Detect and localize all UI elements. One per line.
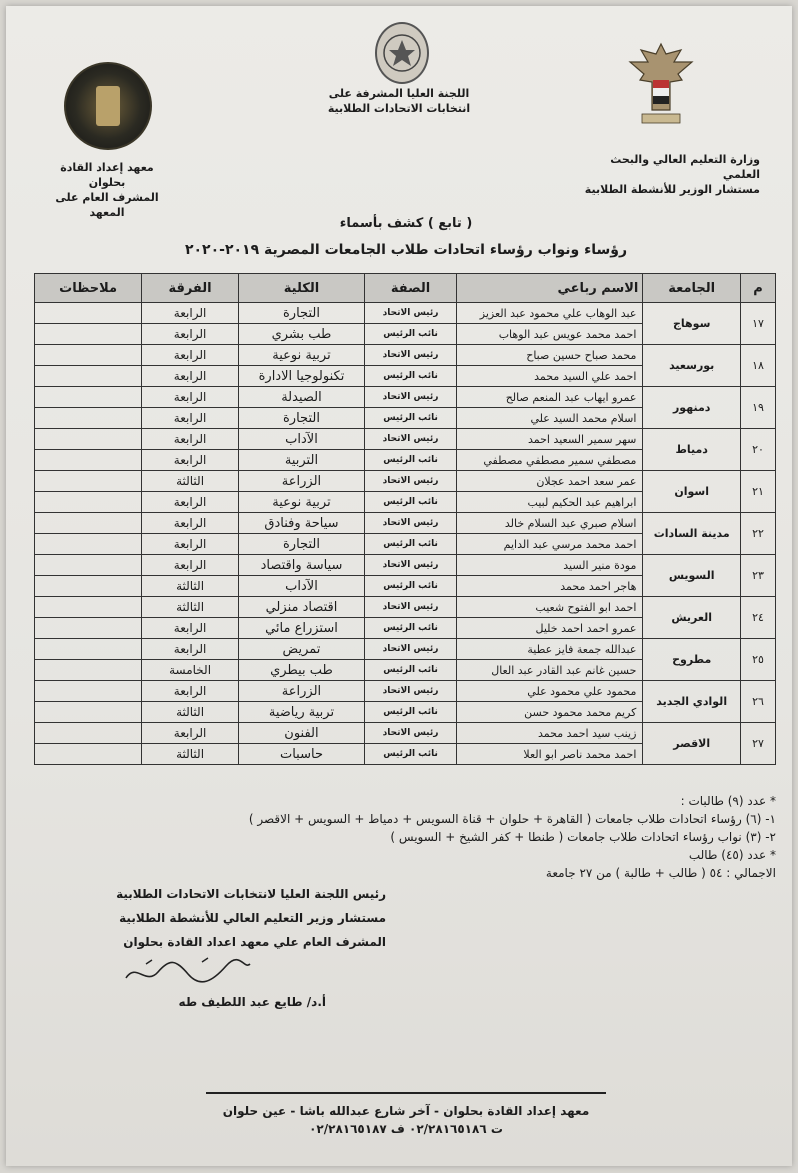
table-row: [35, 555, 776, 576]
faculty-name: اقتصاد منزلي: [238, 597, 364, 618]
student-role: نائب الرئيس: [365, 366, 457, 387]
row-number: ١٧: [741, 303, 776, 345]
ministry-header: [580, 152, 760, 197]
university-name: مطروح: [643, 639, 741, 681]
student-role: رئيس الاتحاد: [365, 429, 457, 450]
institute-line: معهد إعداد القادة بحلوان: [60, 161, 154, 189]
student-name: عبد الوهاب علي محمود عبد العزيز: [456, 303, 642, 324]
notes-cell: [35, 618, 142, 639]
notes-cell: [35, 555, 142, 576]
handwritten-signature: [116, 952, 256, 992]
col-header-role: الصفة: [365, 274, 457, 303]
faculty-name: الآداب: [238, 429, 364, 450]
student-role: نائب الرئيس: [365, 492, 457, 513]
academic-year: الرابعة: [142, 450, 239, 471]
student-name: محمد صباح حسين صباح: [456, 345, 642, 366]
notes-cell: [35, 576, 142, 597]
student-name: كريم محمد محمود حسن: [456, 702, 642, 723]
document-page: [6, 6, 792, 1166]
academic-year: الرابعة: [142, 723, 239, 744]
faculty-name: الصيدلة: [238, 387, 364, 408]
row-number: ١٨: [741, 345, 776, 387]
row-number: ٢٠: [741, 429, 776, 471]
student-role: رئيس الاتحاد: [365, 723, 457, 744]
col-header-name: الاسم رباعي: [456, 274, 642, 303]
university-name: الاقصر: [643, 723, 741, 765]
student-role: رئيس الاتحاد: [365, 681, 457, 702]
academic-year: الثالثة: [142, 471, 239, 492]
faculty-name: طب بشري: [238, 324, 364, 345]
table-row: [35, 597, 776, 618]
row-number: ٢٦: [741, 681, 776, 723]
table-row: [35, 723, 776, 744]
signature-title-2: مستشار وزير التعليم العالي للأنشطة الطلابية: [119, 911, 386, 925]
table-row: [35, 471, 776, 492]
student-role: رئيس الاتحاد: [365, 471, 457, 492]
notes-block: [206, 792, 776, 882]
academic-year: الثالثة: [142, 702, 239, 723]
row-number: ٢٥: [741, 639, 776, 681]
student-role: رئيس الاتحاد: [365, 639, 457, 660]
student-name: احمد محمد ناصر ابو العلا: [456, 744, 642, 765]
university-name: السويس: [643, 555, 741, 597]
student-role: نائب الرئيس: [365, 702, 457, 723]
notes-cell: [35, 387, 142, 408]
university-name: دمنهور: [643, 387, 741, 429]
faculty-name: حاسبات: [238, 744, 364, 765]
committee-line2: انتخابات الاتحادات الطلابية: [327, 102, 471, 115]
footer-divider: [206, 1092, 606, 1094]
student-role: نائب الرئيس: [365, 324, 457, 345]
faculty-name: طب بيطري: [238, 660, 364, 681]
supervisor-line: المشرف العام على المعهد: [55, 191, 159, 219]
col-header-year: الفرقة: [142, 274, 239, 303]
student-role: نائب الرئيس: [365, 744, 457, 765]
faculty-name: تربية نوعية: [238, 345, 364, 366]
faculty-name: سياحة وفنادق: [238, 513, 364, 534]
notes-cell: [35, 345, 142, 366]
student-name: عمرو احمد احمد خليل: [456, 618, 642, 639]
student-name: اسلام محمد السيد علي: [456, 408, 642, 429]
notes-cell: [35, 366, 142, 387]
academic-year: الرابعة: [142, 681, 239, 702]
ministry-line: وزارة التعليم العالي والبحث العلمي: [610, 153, 760, 181]
table-header-row: [35, 274, 776, 303]
academic-year: الرابعة: [142, 303, 239, 324]
notes-cell: [35, 450, 142, 471]
student-role: نائب الرئيس: [365, 618, 457, 639]
faculty-name: الفنون: [238, 723, 364, 744]
academic-year: الثالثة: [142, 576, 239, 597]
eagle-icon: [626, 40, 696, 130]
academic-year: الرابعة: [142, 408, 239, 429]
notes-cell: [35, 681, 142, 702]
col-header-faculty: الكلية: [238, 274, 364, 303]
student-role: رئيس الاتحاد: [365, 303, 457, 324]
university-name: العريش: [643, 597, 741, 639]
institute-header: [42, 160, 172, 220]
notes-cell: [35, 534, 142, 555]
students-table: [34, 273, 776, 765]
academic-year: الرابعة: [142, 387, 239, 408]
student-name: احمد محمد عويس عبد الوهاب: [456, 324, 642, 345]
document-subtitle: رؤساء ونواب رؤساء اتحادات طلاب الجامعات المصرية ٢٠١٩-٢٠٢٠: [184, 242, 628, 258]
academic-year: الرابعة: [142, 492, 239, 513]
student-role: رئيس الاتحاد: [365, 597, 457, 618]
student-role: نائب الرئيس: [365, 660, 457, 681]
student-name: هاجر احمد محمد: [456, 576, 642, 597]
note-male-count: * عدد (٤٥) طالب: [688, 848, 776, 862]
university-name: بورسعيد: [643, 345, 741, 387]
university-name: الوادي الجديد: [643, 681, 741, 723]
faculty-name: تمريض: [238, 639, 364, 660]
student-role: رئيس الاتحاد: [365, 387, 457, 408]
table-row: [35, 345, 776, 366]
torch-icon: [96, 86, 120, 126]
notes-cell: [35, 744, 142, 765]
notes-cell: [35, 639, 142, 660]
faculty-name: سياسة واقتصاد: [238, 555, 364, 576]
footer-block: [156, 1102, 656, 1138]
academic-year: الرابعة: [142, 555, 239, 576]
row-number: ٢٢: [741, 513, 776, 555]
academic-year: الرابعة: [142, 639, 239, 660]
student-name: محمود علي محمود علي: [456, 681, 642, 702]
table-row: [35, 639, 776, 660]
notes-cell: [35, 597, 142, 618]
row-number: ٢٣: [741, 555, 776, 597]
university-name: دمياط: [643, 429, 741, 471]
student-name: عمرو ايهاب عبد المنعم صالح: [456, 387, 642, 408]
academic-year: الثالثة: [142, 597, 239, 618]
notes-cell: [35, 513, 142, 534]
faculty-name: التجارة: [238, 303, 364, 324]
note-total: الاجمالي : ٥٤ ( طالب + طالبة ) من ٢٧ جامعة: [545, 866, 776, 880]
student-name: ابراهيم عبد الحكيم لبيب: [456, 492, 642, 513]
document-title: ( تابع ) كشف بأسماء: [339, 216, 473, 231]
student-name: احمد محمد مرسي عبد الدايم: [456, 534, 642, 555]
committee-header: [324, 86, 474, 116]
student-name: عمر سعد احمد عجلان: [456, 471, 642, 492]
signature-title-3: المشرف العام علي معهد اعداد القادة بحلوان: [123, 935, 386, 949]
student-name: احمد علي السيد محمد: [456, 366, 642, 387]
student-role: نائب الرئيس: [365, 408, 457, 429]
row-number: ١٩: [741, 387, 776, 429]
faculty-name: الزراعة: [238, 681, 364, 702]
row-number: ٢١: [741, 471, 776, 513]
student-role: نائب الرئيس: [365, 576, 457, 597]
row-number: ٢٤: [741, 597, 776, 639]
student-name: مصطفي سمير مصطفي مصطفي: [456, 450, 642, 471]
academic-year: الرابعة: [142, 429, 239, 450]
table-row: [35, 303, 776, 324]
faculty-name: التجارة: [238, 408, 364, 429]
student-role: نائب الرئيس: [365, 534, 457, 555]
student-name: حسين غانم عبد القادر عبد العال: [456, 660, 642, 681]
egypt-eagle-emblem: [626, 40, 696, 134]
notes-cell: [35, 408, 142, 429]
signatory-name: أ.د/ طايع عبد اللطيف طه: [178, 995, 326, 1009]
student-name: اسلام صبري عبد السلام خالد: [456, 513, 642, 534]
academic-year: الرابعة: [142, 324, 239, 345]
academic-year: الرابعة: [142, 366, 239, 387]
table-row: [35, 681, 776, 702]
academic-year: الثالثة: [142, 744, 239, 765]
footer-phone: ت ٠٢/٢٨١٦٥١٨٦ ف ٠٢/٢٨١٦٥١٨٧: [309, 1122, 503, 1136]
faculty-name: تربية نوعية: [238, 492, 364, 513]
faculty-name: الزراعة: [238, 471, 364, 492]
row-number: ٢٧: [741, 723, 776, 765]
table-row: [35, 387, 776, 408]
student-name: مودة منير السيد: [456, 555, 642, 576]
academic-year: الرابعة: [142, 345, 239, 366]
notes-cell: [35, 471, 142, 492]
notes-cell: [35, 702, 142, 723]
academic-year: الرابعة: [142, 618, 239, 639]
col-header-number: م: [741, 274, 776, 303]
signature-block: [76, 882, 386, 954]
academic-year: الخامسة: [142, 660, 239, 681]
academic-year: الرابعة: [142, 513, 239, 534]
advisor-line: مستشار الوزير للأنشطة الطلابية: [584, 183, 760, 196]
faculty-name: التربية: [238, 450, 364, 471]
note-female-deputies: ٢- (٣) نواب رؤساء اتحادات طلاب جامعات ( طنطا + كفر الشيخ + السويس ): [390, 830, 776, 844]
university-name: اسوان: [643, 471, 741, 513]
student-name: زينب سيد احمد محمد: [456, 723, 642, 744]
table-body: [35, 303, 776, 765]
signature-title-1: رئيس اللجنة العليا لانتخابات الاتحادات الطلابية: [116, 887, 386, 901]
committee-line1: اللجنة العليا المشرفة على: [328, 87, 470, 100]
notes-cell: [35, 723, 142, 744]
student-role: رئيس الاتحاد: [365, 555, 457, 576]
faculty-name: التجارة: [238, 534, 364, 555]
note-female-count: * عدد (٩) طالبات :: [680, 794, 776, 808]
university-name: سوهاج: [643, 303, 741, 345]
notes-cell: [35, 660, 142, 681]
student-role: نائب الرئيس: [365, 450, 457, 471]
table-row: [35, 429, 776, 450]
notes-cell: [35, 492, 142, 513]
col-header-university: الجامعة: [643, 274, 741, 303]
university-name: مدينة السادات: [643, 513, 741, 555]
table-row: [35, 513, 776, 534]
student-name: احمد ابو الفتوح شعيب: [456, 597, 642, 618]
notes-cell: [35, 324, 142, 345]
footer-address: معهد إعداد القادة بحلوان - آخر شارع عبدالله باشا - عين حلوان: [222, 1104, 590, 1118]
student-role: رئيس الاتحاد: [365, 513, 457, 534]
faculty-name: الآداب: [238, 576, 364, 597]
student-name: سهر سمير السعيد احمد: [456, 429, 642, 450]
student-role: رئيس الاتحاد: [365, 345, 457, 366]
col-header-notes: ملاحظات: [35, 274, 142, 303]
notes-cell: [35, 429, 142, 450]
committee-seal: [375, 22, 429, 84]
academic-year: الرابعة: [142, 534, 239, 555]
note-female-presidents: ١- (٦) رؤساء اتحادات طلاب جامعات ( القاهرة + حلوان + قناة السويس + دمياط + السويس + الاقصر ): [248, 812, 776, 826]
faculty-name: تكنولوجيا الادارة: [238, 366, 364, 387]
institute-logo: [64, 62, 152, 150]
notes-cell: [35, 303, 142, 324]
student-name: عبدالله جمعة فايز عطية: [456, 639, 642, 660]
seal-icon: [377, 24, 427, 82]
faculty-name: استزراع مائي: [238, 618, 364, 639]
faculty-name: تربية رياضية: [238, 702, 364, 723]
